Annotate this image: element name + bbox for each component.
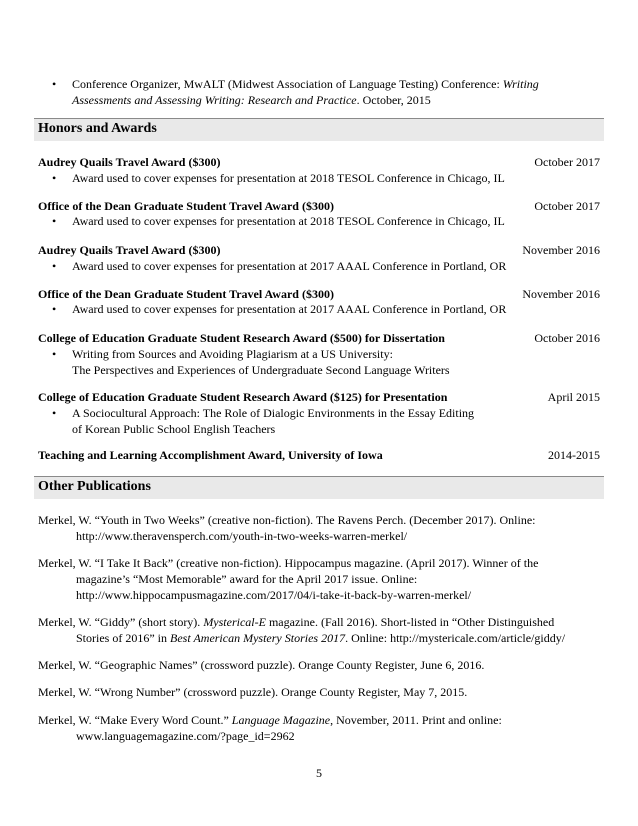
bullet-icon (52, 405, 72, 421)
award-bullet: • Award used to cover expenses for presentation at 2017 AAAL Conference in Portland, OR (52, 301, 600, 317)
award-title: Audrey Quails Travel Award ($300) (38, 243, 221, 257)
award-date: October 2016 (534, 331, 600, 345)
award-date: October 2017 (534, 155, 600, 169)
bullet-icon (52, 213, 72, 229)
award-date: November 2016 (522, 287, 600, 301)
award-bullet: • Writing from Sources and Avoiding Plagiarism at a US University: The Perspectives and Experiences of Undergraduate Second Language Writers (52, 346, 600, 378)
bullet-icon (52, 346, 72, 362)
award-bullet: • Award used to cover expenses for presentation at 2018 TESOL Conference in Chicago, IL (52, 213, 600, 229)
publication-entry: Merkel, W. “Giddy” (short story). Mysterical-E magazine. (Fall 2016). Short-listed in “Other Distinguished Stories of 2016” in Best American Mystery Stories 2017. Online: http://mystericale.com/article/giddy/ (38, 615, 566, 645)
award-title: Teaching and Learning Accomplishment Award, University of Iowa (38, 448, 383, 462)
award-title: Office of the Dean Graduate Student Travel Award ($300) (38, 287, 334, 301)
award-date: 2014-2015 (548, 448, 600, 462)
organizer-bullet: • Conference Organizer, MwALT (Midwest Association of Language Testing) Conference: Writing Assessments and Assessing Writing: Research and Practice. October, 2015 (52, 76, 600, 108)
award-date: October 2017 (534, 199, 600, 213)
honors-heading: Honors and Awards (38, 121, 157, 136)
award-title: College of Education Graduate Student Research Award ($125) for Presentation (38, 390, 448, 404)
publication-entry: Merkel, W. “Geographic Names” (crossword puzzle). Orange County Register, June 6, 2016. (38, 658, 485, 672)
publication-entry: Merkel, W. “Wrong Number” (crossword puzzle). Orange County Register, May 7, 2015. (38, 685, 468, 699)
honors-section-header (34, 118, 604, 141)
page-number: 5 (316, 766, 322, 780)
award-bullet: • Award used to cover expenses for presentation at 2018 TESOL Conference in Chicago, IL (52, 170, 600, 186)
publications-section-header (34, 476, 604, 499)
award-date: November 2016 (522, 243, 600, 257)
publication-entry: Merkel, W. “Youth in Two Weeks” (creative non-fiction). The Ravens Perch. (December 2017). Online: http://www.theravensperch.com/youth-in-two-weeks-warren-merkel/ (38, 513, 536, 543)
award-date: April 2015 (547, 390, 600, 404)
publication-entry: Merkel, W. “I Take It Back” (creative non-fiction). Hippocampus magazine. (April 2017). Winner of the magazine’s “Most Memorable” award for the April 2017 issue. Online: http://www.hippocampusmagazine.com/2017/04/i-take-it-back-by-warren-merkel/ (38, 556, 539, 602)
publications-heading: Other Publications (38, 479, 151, 494)
bullet-icon (52, 170, 72, 186)
publication-entry: Merkel, W. “Make Every Word Count.” Language Magazine, November, 2011. Print and online: www.languagemagazine.com/?page_id=2962 (38, 713, 502, 743)
award-bullet: • Award used to cover expenses for presentation at 2017 AAAL Conference in Portland, OR (52, 258, 600, 274)
award-title: Office of the Dean Graduate Student Travel Award ($300) (38, 199, 334, 213)
bullet-icon (52, 258, 72, 274)
award-bullet: • A Sociocultural Approach: The Role of Dialogic Environments in the Essay Editing of Korean Public School English Teachers (52, 405, 600, 437)
award-title: College of Education Graduate Student Research Award ($500) for Dissertation (38, 331, 445, 345)
bullet-icon (52, 76, 72, 92)
bullet-icon (52, 301, 72, 317)
award-title: Audrey Quails Travel Award ($300) (38, 155, 221, 169)
